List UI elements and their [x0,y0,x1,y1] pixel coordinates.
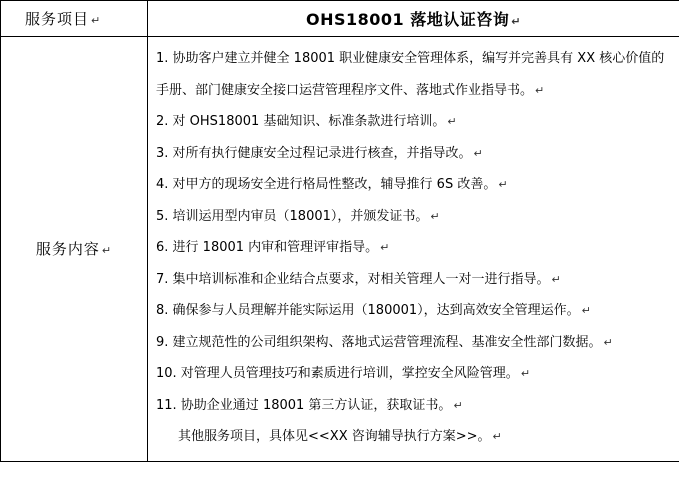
list-item: 5. 培训运用型内审员（18001），并颁发证书。 ↵ [156,208,440,224]
list-item: 11. 协助企业通过 18001 第三方认证，获取证书。 ↵ [156,397,463,413]
side-label-cell [1,37,148,462]
table-title: OHS18001 落地认证咨询 [306,10,510,29]
table-content-row [1,37,679,462]
list-item: 2. 对 OHS18001 基础知识、标准条款进行培训。 ↵ [156,114,457,129]
title-cell [148,1,679,37]
paragraph-mark-icon: ↵ [101,244,113,258]
paragraph-mark-icon: ↵ [91,14,102,27]
list-item: 7. 集中培训标准和企业结合点要求，对相关管理人一对一进行指导。 ↵ [156,271,561,287]
list-item: 9. 建立规范性的公司组织架构、落地式运营管理流程、基准安全性部门数据。 ↵ [156,334,613,350]
list-item: 8. 确保参与人员理解并能实际运用（180001），达到高效安全管理运作。 ↵ [156,303,591,318]
side-label: 服务内容 [35,240,100,259]
list-item: 10. 对管理人员管理技巧和素质进行培训，掌控安全风险管理。 ↵ [156,366,531,381]
header-label: 服务项目 [25,10,90,28]
list-item: 1. 协助客户建立并健全 18001 职业健康安全管理体系，编写并完善具有 XX 核心价值的手册、部门健康安全接口运营管理程序文件、落地式作业指导书。 ↵ [156,51,665,98]
list-item: 6. 进行 18001 内审和管理评审指导。 ↵ [156,240,390,255]
list-item: 4. 对甲方的现场安全进行格局性整改，辅导推行 6S 改善。 ↵ [156,177,508,192]
content-cell [148,37,679,462]
footer-note: 其他服务项目，具体见<<XX 咨询辅导执行方案>>。 ↵ [178,429,502,444]
table-header-row [1,1,679,37]
header-label-cell [1,1,148,37]
paragraph-mark-icon: ↵ [511,15,521,28]
list-item: 3. 对所有执行健康安全过程记录进行核查，并指导改。 ↵ [156,145,483,161]
